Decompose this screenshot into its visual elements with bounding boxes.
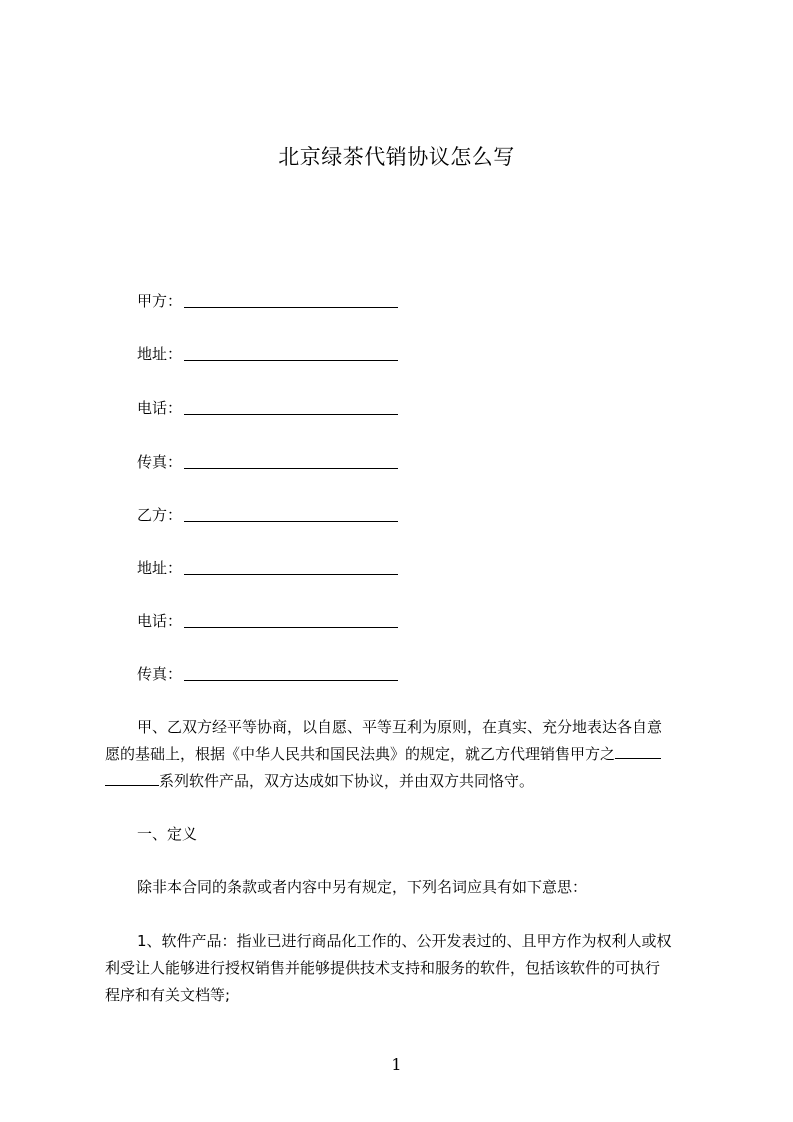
intro-line-3-text: 系列软件产品，双方达成如下协议，并由双方共同恪守。 bbox=[159, 772, 535, 790]
definition-item-1-line-1: 1、软件产品：指业已进行商品化工作的、公开发表过的、且甲方作为权利人或权 bbox=[137, 932, 672, 950]
definition-item-1-line-2: 利受让人能够进行授权销售并能够提供技术支持和服务的软件，包括该软件的可执行 bbox=[105, 959, 661, 977]
fill-in-line bbox=[184, 413, 398, 415]
field-label: 电话： bbox=[137, 612, 183, 630]
intro-line-3 bbox=[105, 770, 534, 792]
intro-line-2 bbox=[105, 743, 661, 765]
field-label: 地址： bbox=[137, 345, 183, 363]
field-label: 地址： bbox=[137, 559, 183, 577]
party-b-phone-field bbox=[137, 610, 398, 632]
definitions-lead: 除非本合同的条款或者内容中另有规定，下列名词应具有如下意思： bbox=[137, 878, 588, 896]
party-b-field bbox=[137, 504, 398, 526]
field-label: 甲方： bbox=[137, 292, 183, 310]
party-a-fax-field bbox=[137, 451, 398, 473]
fill-in-line bbox=[184, 626, 398, 628]
definition-item-1-line-3: 程序和有关文档等; bbox=[105, 986, 231, 1004]
fill-in-line bbox=[184, 467, 398, 469]
party-b-fax-field bbox=[137, 663, 398, 685]
field-label: 乙方： bbox=[137, 506, 183, 524]
field-label: 电话： bbox=[137, 399, 183, 417]
field-label: 传真： bbox=[137, 453, 183, 471]
party-a-phone-field bbox=[137, 397, 398, 419]
field-label: 传真： bbox=[137, 665, 183, 683]
page-number: 1 bbox=[391, 1055, 402, 1074]
party-a-field bbox=[137, 290, 398, 312]
fill-in-line bbox=[615, 757, 661, 759]
fill-in-line bbox=[184, 679, 398, 681]
document-title: 北京绿茶代销协议怎么写 bbox=[278, 145, 515, 169]
fill-in-line bbox=[184, 520, 398, 522]
section-heading: 一、定义 bbox=[137, 825, 198, 843]
party-b-address-field bbox=[137, 557, 398, 579]
intro-line-2-text: 愿的基础上，根据《中华人民共和国民法典》的规定，就乙方代理销售甲方之 bbox=[105, 745, 616, 763]
fill-in-line bbox=[105, 784, 159, 786]
intro-line-1: 甲、乙双方经平等协商，以自愿、平等互利为原则，在真实、充分地表达各自意 bbox=[137, 718, 663, 736]
fill-in-line bbox=[184, 306, 398, 308]
fill-in-line bbox=[184, 573, 398, 575]
party-a-address-field bbox=[137, 343, 398, 365]
fill-in-line bbox=[184, 359, 398, 361]
